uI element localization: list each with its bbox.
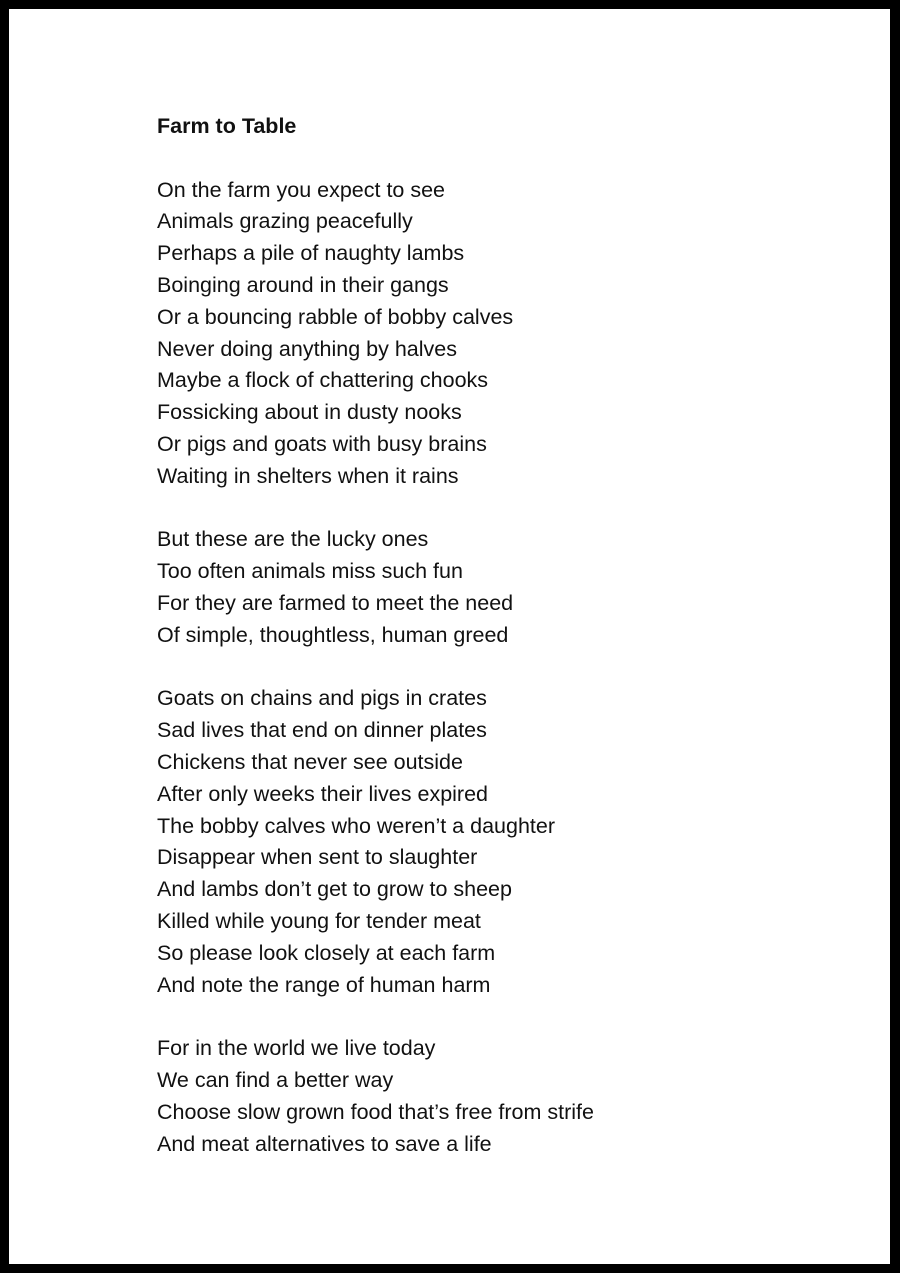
poem-line: On the farm you expect to see bbox=[157, 177, 446, 202]
poem-line: Of simple, thoughtless, human greed bbox=[157, 622, 509, 647]
poem-line: Chickens that never see outside bbox=[157, 749, 463, 774]
poem-line: So please look closely at each farm bbox=[157, 940, 496, 965]
poem-line: For they are farmed to meet the need bbox=[157, 590, 514, 615]
poem-line: Choose slow grown food that’s free from strife bbox=[157, 1099, 594, 1124]
poem-line: Boinging around in their gangs bbox=[157, 272, 449, 297]
poem-line: Sad lives that end on dinner plates bbox=[157, 718, 487, 743]
poem-line: Waiting in shelters when it rains bbox=[157, 463, 459, 488]
poem-line: After only weeks their lives expired bbox=[157, 781, 489, 806]
stanza-1 bbox=[157, 175, 807, 493]
poem-line: We can find a better way bbox=[157, 1067, 394, 1092]
stanza-4 bbox=[157, 1033, 807, 1160]
poem-line: Maybe a flock of chattering chooks bbox=[157, 368, 489, 393]
poem-line: The bobby calves who weren’t a daughter bbox=[157, 813, 555, 838]
poem-line: Or pigs and goats with busy brains bbox=[157, 431, 487, 456]
poem-line: Disappear when sent to slaughter bbox=[157, 845, 478, 870]
poem-line: Never doing anything by halves bbox=[157, 336, 457, 361]
poem-line: And lambs don’t get to grow to sheep bbox=[157, 877, 512, 902]
poem-line: Goats on chains and pigs in crates bbox=[157, 686, 487, 711]
poem-line: Fossicking about in dusty nooks bbox=[157, 400, 462, 425]
poem-line: For in the world we live today bbox=[157, 1036, 436, 1061]
poem-line: But these are the lucky ones bbox=[157, 527, 429, 552]
poem-line: And note the range of human harm bbox=[157, 972, 491, 997]
poem-line: Perhaps a pile of naughty lambs bbox=[157, 241, 465, 266]
poem-line: Killed while young for tender meat bbox=[157, 908, 481, 933]
stanza-2 bbox=[157, 524, 807, 651]
poem-title: Farm to Table bbox=[157, 114, 297, 138]
poem bbox=[157, 111, 807, 1192]
poem-line: Too often animals miss such fun bbox=[157, 559, 463, 584]
poem-line: Animals grazing peacefully bbox=[157, 209, 413, 234]
stanza-3 bbox=[157, 683, 807, 1001]
poem-line: Or a bouncing rabble of bobby calves bbox=[157, 304, 514, 329]
poem-line: And meat alternatives to save a life bbox=[157, 1131, 492, 1156]
